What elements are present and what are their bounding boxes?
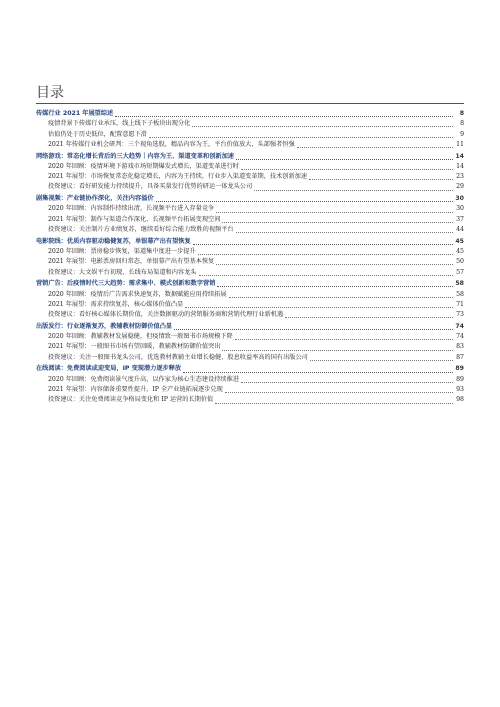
title-divider: [36, 103, 464, 104]
toc-entry[interactable]: [36, 374, 464, 384]
page-number: 8: [460, 120, 464, 128]
entry-title: 估值仍处于历史低位，配置意愿下滑: [48, 130, 147, 138]
page-number: 14: [456, 162, 464, 170]
toc-entry[interactable]: [36, 309, 464, 319]
dot-leader: [198, 249, 453, 255]
entry-title: 2020 年回顾：疫情后广告需求快速复苏，数据赋能应用持续拓展: [48, 290, 227, 298]
entry-title: 2020 年回顾：疫情环境下游戏市场短期爆发式增长，渠道变革进行时: [48, 162, 239, 170]
entry-title: 投资建议：关注制片方业绩复苏，继续看好综合能力致胜的视频平台: [48, 226, 234, 234]
page-number: 89: [455, 365, 464, 373]
section-title: 在线阅读：免费阅读或迎变局，IP 变现潜力逐步释放: [36, 365, 182, 373]
entry-title: 2020 年回顾：教辅教材发展稳健，但疫情致一般图书市场规模下降: [48, 333, 233, 341]
section-title: 传媒行业 2021 年展望综述: [36, 110, 114, 117]
toc-entry[interactable]: [36, 161, 464, 171]
page-number: 74: [455, 322, 464, 330]
dot-leader: [222, 345, 453, 351]
toc-entry[interactable]: [36, 129, 464, 139]
dot-leader: [236, 227, 453, 233]
page-number: 50: [456, 258, 464, 266]
table-of-contents: [36, 108, 464, 405]
page-number: 87: [456, 353, 464, 361]
entry-title: 2021 年展望：市场恢复常态化稳定增长，内容为王持续，行业步入渠道变革期，技术创新加速: [48, 173, 308, 181]
entry-title: 2020 年回顾：免费阅读景气度升高，以作家为核心生态建设持续推进: [48, 375, 239, 383]
dot-leader: [285, 312, 453, 318]
page-number: 8: [459, 110, 464, 117]
toc-entry[interactable]: [36, 118, 464, 128]
page-number: 44: [456, 226, 464, 234]
entry-title: 投资建议：关注一般图书龙头公司，优选教材教辅主业增长稳健、股息收益率高的国有出版公司: [48, 353, 308, 361]
entry-title: 2021 年展望：一般图书市场有望回暖，教辅教材防御价值突出: [48, 343, 221, 351]
dot-leader: [183, 367, 453, 373]
entry-title: 2021 年展望：需求持续复苏，核心媒体价值凸显: [48, 300, 184, 308]
entry-title: 疫情背景下传媒行业承压，线上线下子板块出现分化: [48, 120, 191, 128]
page-number: 73: [456, 311, 464, 319]
dot-leader: [225, 387, 453, 393]
dot-leader: [185, 302, 453, 308]
toc-section-heading[interactable]: [36, 151, 464, 161]
section-title: 出版发行：行业逐渐复苏，教辅教材防御价值凸显: [36, 322, 173, 330]
section-title: 营销广告：后疫情时代三大趋势：需求集中、模式创新和数字营销: [36, 280, 216, 288]
page-number: 37: [456, 215, 464, 223]
page-number: 29: [456, 183, 464, 191]
page-number: 23: [456, 173, 464, 181]
toc-section-heading[interactable]: [36, 278, 464, 288]
toc-entry[interactable]: [36, 289, 464, 299]
toc-entry[interactable]: [36, 224, 464, 234]
dot-leader: [222, 217, 453, 223]
section-title: 剧集视频：产业链协作深化，关注内容溢价: [36, 195, 154, 203]
dot-leader: [156, 196, 453, 202]
dot-leader: [115, 111, 453, 117]
toc-entry[interactable]: [36, 181, 464, 191]
toc-section-heading[interactable]: [36, 193, 464, 203]
toc-entry[interactable]: [36, 139, 464, 149]
toc-section-heading[interactable]: [36, 108, 464, 118]
page-number: 9: [460, 130, 464, 138]
toc-entry[interactable]: [36, 256, 464, 266]
page-number: 58: [456, 290, 464, 298]
toc-entry[interactable]: [36, 331, 464, 341]
page-number: 14: [455, 152, 464, 160]
entry-title: 投资建议：关注免费阅读竞争格局变化和 IP 运营的长期价值: [48, 396, 214, 404]
entry-title: 2020 年回顾：票房稳步恢复，渠道集中度进一步提升: [48, 248, 196, 256]
dot-leader: [254, 185, 453, 191]
dot-leader: [241, 377, 453, 383]
entry-title: 2021 年展望：制作与渠道合作深化、长视频平台拓展变现空间: [48, 215, 221, 223]
toc-entry[interactable]: [36, 299, 464, 309]
dot-leader: [217, 281, 453, 287]
toc-entry[interactable]: [36, 394, 464, 404]
page-number: 11: [456, 140, 464, 148]
dot-leader: [297, 142, 453, 148]
dot-leader: [193, 239, 453, 245]
page-number: 89: [456, 375, 464, 383]
toc-entry[interactable]: [36, 352, 464, 362]
page-number: 98: [456, 396, 464, 404]
toc-entry[interactable]: [36, 171, 464, 181]
dot-leader: [235, 334, 453, 340]
dot-leader: [310, 355, 453, 361]
page-number: 30: [456, 205, 464, 213]
dot-leader: [216, 259, 453, 265]
dot-leader: [192, 121, 453, 127]
dot-leader: [229, 292, 453, 298]
page-number: 45: [456, 248, 464, 256]
page-number: 30: [455, 195, 464, 203]
toc-entry[interactable]: [36, 203, 464, 213]
toc-title: 目录: [36, 85, 64, 101]
toc-entry[interactable]: [36, 246, 464, 256]
page-number: 45: [455, 237, 464, 245]
entry-title: 投资建议：看好核心媒体长期价值，关注数据驱动的营销服务商和营销代理行业新机遇: [48, 311, 284, 319]
dot-leader: [215, 398, 453, 404]
toc-entry[interactable]: [36, 341, 464, 351]
page-number: 58: [455, 280, 464, 288]
entry-title: 2021 年传媒行业机会研判：三个视角选股，精品内容为王，平台价值放大，头部强者恒强: [48, 140, 295, 148]
toc-entry[interactable]: [36, 214, 464, 224]
dot-leader: [199, 270, 454, 276]
section-title: 网络游戏：常态化增长背后的三大趋势｜内容为王、渠道变革和创新加速: [36, 152, 234, 160]
entry-title: 投资建议：大文娱平台初现，长线布局渠道和内容龙头: [48, 268, 197, 276]
toc-entry[interactable]: [36, 267, 464, 277]
page-number: 93: [456, 386, 464, 394]
dot-leader: [149, 132, 453, 138]
page-number: 71: [456, 300, 464, 308]
toc-section-heading[interactable]: [36, 321, 464, 331]
section-title: 电影院线：优质内容驱动稳健复苏，单银幕产出有望恢复: [36, 237, 191, 245]
toc-section-heading[interactable]: [36, 236, 464, 246]
entry-title: 2021 年展望：内容储备重要性提升，IP 全产业链拓展逐步兑现: [48, 386, 223, 394]
page-number: 74: [456, 333, 464, 341]
page-number: 57: [456, 268, 464, 276]
entry-title: 2021 年展望：电影票房回归常态，单银幕产出有望基本恢复: [48, 258, 215, 266]
entry-title: 2020 年回顾：内容制作持续出清，长视频平台进入存量竞争: [48, 205, 215, 213]
dot-leader: [174, 324, 453, 330]
entry-title: 投资建议：看好研发能力持续提升，具备买量发行优势的研运一体龙头公司: [48, 183, 253, 191]
page-number: 83: [456, 343, 464, 351]
dot-leader: [309, 174, 453, 180]
dot-leader: [216, 207, 453, 213]
dot-leader: [236, 154, 453, 160]
toc-section-heading[interactable]: [36, 363, 464, 373]
dot-leader: [241, 164, 453, 170]
toc-entry[interactable]: [36, 384, 464, 394]
